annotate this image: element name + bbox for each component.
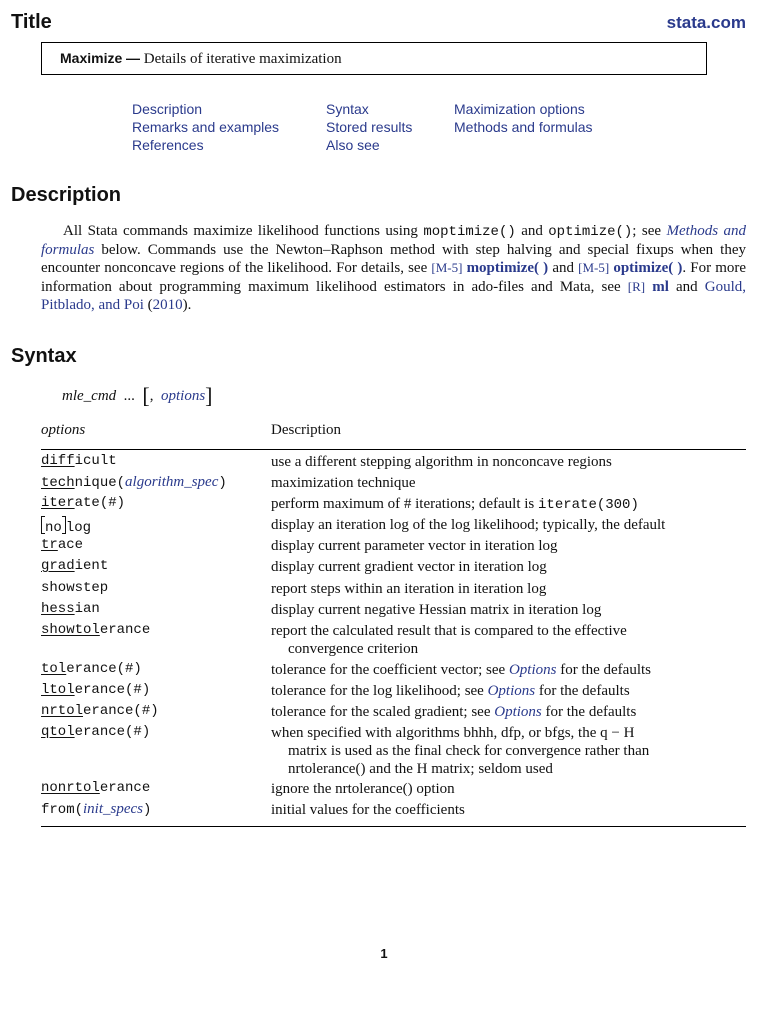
options-table-header [41, 422, 746, 450]
algorithm-spec-link[interactable]: algorithm_spec [125, 474, 219, 490]
title-dash: — [126, 50, 140, 66]
header-description: Description [271, 422, 341, 438]
moptimize-code: moptimize() [423, 224, 516, 240]
toc-link-references[interactable]: References [132, 137, 204, 153]
citation-link[interactable]: Gould, Pitblado, and Poi [41, 278, 747, 313]
syntax-command: mle_cmd [62, 388, 117, 404]
toc-link-maximization-options[interactable]: Maximization options [454, 101, 585, 117]
toc-link-remarks[interactable]: Remarks and examples [132, 119, 280, 135]
init-specs-link[interactable]: init_specs [83, 801, 144, 817]
syntax-line: mle_cmd ... [, options] [62, 383, 213, 408]
syntax-dots: ... [123, 388, 135, 404]
ref-optimize-link[interactable]: [M-5] optimize( ) [578, 260, 683, 277]
toc-link-description[interactable]: Description [132, 101, 203, 117]
section-title-label: Title [11, 11, 52, 33]
page-number: 1 [380, 946, 388, 961]
syntax-heading: Syntax [11, 345, 77, 367]
toc-link-stored-results[interactable]: Stored results [326, 119, 413, 135]
methods-formulas-link[interactable]: Methods and formulas [41, 223, 747, 259]
ref-ml-link[interactable]: [R] ml [627, 278, 669, 295]
command-name: Maximize [60, 50, 123, 66]
toc-link-syntax[interactable]: Syntax [326, 101, 369, 117]
options-table: options Description difficult use a different stepping algorithm in nonconcave regions technique(algorithm_spec) maximization technique iterate(#) perform maximum of # iterations; default is iterate(300) no log display an iteration log of the log likelihood; typically, the default trace display current parameter vector in iteration log gradient display current gradient vector in iteration log showstep report steps within an iteration in iteration log hessian display current negative Hessian matrix in iteration log showtolerance report the calculated result that is compared to the effective convergence criterion tolerance(#) tolerance for the coefficient vector; see Options for the defaults ltolerance(#) tolerance for the log likelihood; see Options for the defaults nrtolerance(#) tolerance for the scaled gradient; see Options for the defaults qtolerance(#) when specified with algorithms bhhh, dfp, or bfgs, the q − H matrix is used as the final check for convergence rather than nrtolerance() and the H matrix; seldom used nonrtolerance ignore the nrtolerance() option from(init_specs) initial values for the coefficients [41, 422, 746, 450]
options-link[interactable]: Options [487, 683, 536, 699]
toc-link-also-see[interactable]: Also see [326, 137, 380, 153]
options-link[interactable]: Options [508, 662, 557, 678]
header-options: options [41, 422, 86, 438]
command-subtitle: Details of iterative maximization [143, 51, 342, 67]
site-link[interactable]: stata.com [666, 13, 746, 32]
title-box [41, 42, 707, 75]
description-heading: Description [11, 184, 122, 206]
description-paragraph: All Stata commands maximize likelihood functions using moptimize() and optimize(); see Methods and formulas below. Commands use the Newton–Raphson method with step halving and special fixups when they encounter nonconcave regions of the likelihood. For details, see [M-5] moptimize( ) and [M-5] optimize( ). For more information about programming maximum likelihood estimators in ado-files and Mata, see [R] ml and Gould, Pitblado, and Poi (2010). [41, 223, 747, 313]
toc-link-methods-formulas[interactable]: Methods and formulas [454, 119, 593, 135]
syntax-options-link[interactable]: options [160, 388, 206, 404]
table-bottom-rule [41, 826, 746, 827]
optimize-code: optimize() [548, 224, 633, 240]
citation-year-link[interactable]: 2010 [152, 296, 183, 313]
options-link[interactable]: Options [494, 704, 542, 720]
ref-moptimize-link[interactable]: [M-5] moptimize( ) [431, 260, 549, 277]
